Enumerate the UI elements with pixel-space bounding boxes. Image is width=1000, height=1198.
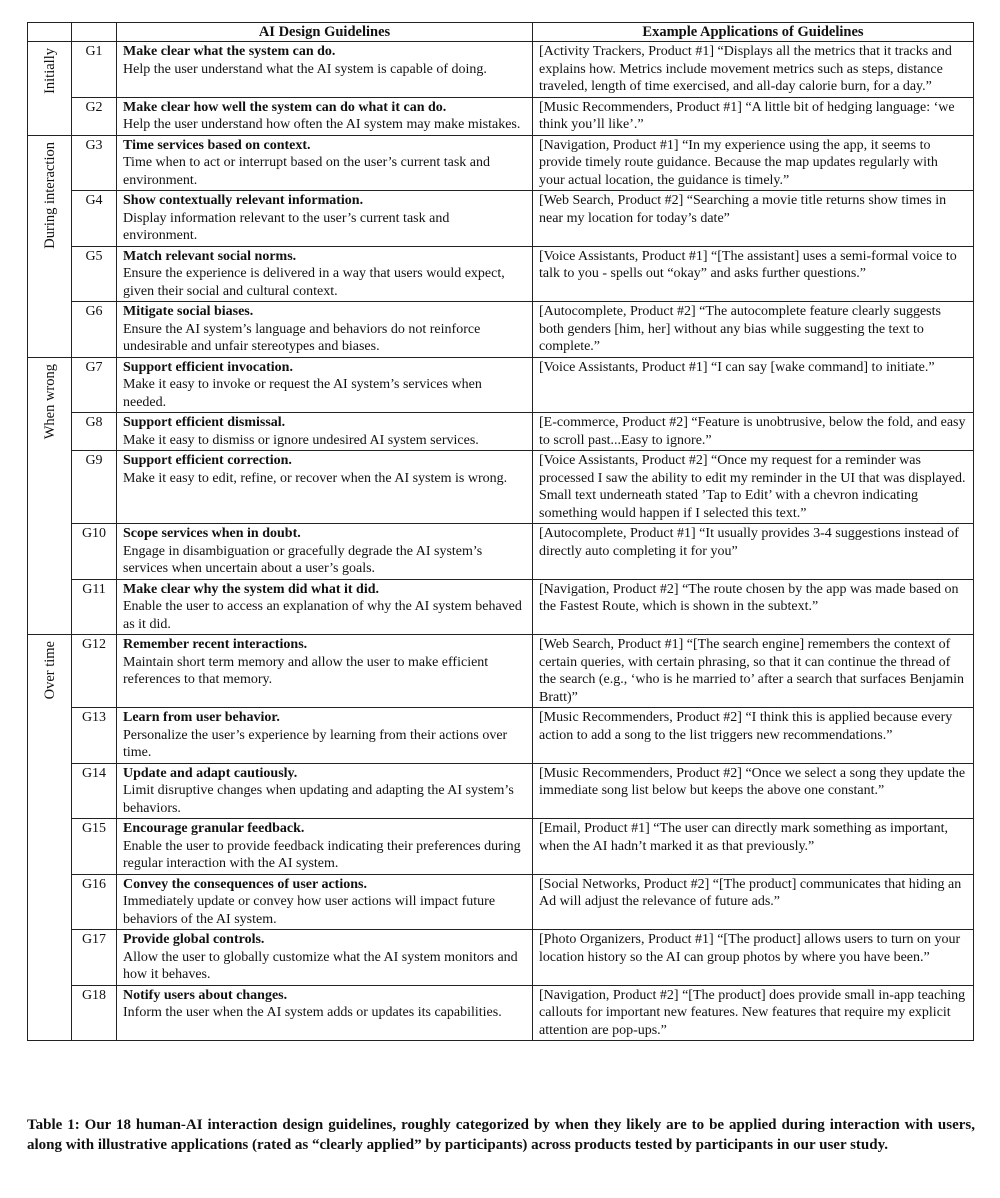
guideline-id: G18 xyxy=(72,985,117,1041)
guideline-title: Notify users about changes. xyxy=(123,987,288,1003)
example-application: [E-commerce, Product #2] “Feature is unobtrusive, below the fold, and easy to scroll past...Easy to ignore.” xyxy=(533,413,974,451)
example-application: [Photo Organizers, Product #1] “[The product] allows users to turn on your location history so the AI can group photos by where you have been.” xyxy=(533,930,974,986)
table-header-row xyxy=(28,23,974,42)
example-application: [Web Search, Product #1] “[The search engine] remembers the context of certain queries, with certain phrasing, so that it can continue the thread of the search (e.g., ‘who is he married to’ after a search that surfaces Benjamin Bratt)” xyxy=(533,635,974,708)
guideline-cell xyxy=(117,930,533,986)
guideline-title: Remember recent interactions. xyxy=(123,637,308,652)
table-row xyxy=(28,579,974,635)
guideline-description: Display information relevant to the user’s current task and environment. xyxy=(123,210,450,243)
guideline-description: Inform the user when the AI system adds or updates its capabilities. xyxy=(123,1005,502,1020)
header-examples: Example Applications of Guidelines xyxy=(533,23,974,42)
guideline-title: Make clear what the system can do. xyxy=(123,44,336,59)
example-application: [Navigation, Product #2] “The route chosen by the app was made based on the Fastest Route, which is shown in the subtext.” xyxy=(533,579,974,635)
table-row xyxy=(28,42,974,98)
guideline-description: Ensure the experience is delivered in a way that users would expect, given their social and cultural context. xyxy=(123,266,505,299)
guideline-cell xyxy=(117,635,533,708)
table-row xyxy=(28,874,974,930)
guideline-title: Make clear why the system did what it did. xyxy=(123,581,380,597)
table-row xyxy=(28,302,974,358)
guideline-id: G1 xyxy=(72,42,117,98)
guideline-cell xyxy=(117,985,533,1041)
guideline-cell xyxy=(117,357,533,413)
guideline-cell xyxy=(117,191,533,247)
guideline-description: Make it easy to dismiss or ignore undesired AI system services. xyxy=(123,432,479,448)
table-row xyxy=(28,357,974,413)
guideline-cell xyxy=(117,524,533,580)
phase-cell xyxy=(28,357,72,635)
phase-cell xyxy=(28,135,72,357)
phase-label: Over time xyxy=(41,641,58,700)
guideline-cell xyxy=(117,246,533,302)
guideline-description: Ensure the AI system’s language and behaviors do not reinforce undesirable and unfair stereotypes and biases. xyxy=(123,321,481,354)
example-application: [Autocomplete, Product #1] “It usually provides 3-4 suggestions instead of directly auto completing it for you” xyxy=(533,524,974,580)
guideline-description: Engage in disambiguation or gracefully degrade the AI system’s services when uncertain about a user’s goals. xyxy=(123,543,483,576)
phase-cell xyxy=(28,635,72,1041)
guideline-cell xyxy=(117,579,533,635)
guideline-cell xyxy=(117,819,533,875)
guideline-id: G6 xyxy=(72,302,117,358)
phase-cell xyxy=(28,42,72,136)
example-application: [Navigation, Product #2] “[The product] does provide small in-app teaching callouts for important new features. New features that require my explicit attention are pop-ups.” xyxy=(533,985,974,1041)
guideline-id: G5 xyxy=(72,246,117,302)
guideline-title: Make clear how well the system can do what it can do. xyxy=(123,99,447,115)
guideline-title: Learn from user behavior. xyxy=(123,710,280,725)
guideline-id: G16 xyxy=(72,874,117,930)
guideline-title: Provide global controls. xyxy=(123,932,265,947)
guideline-description: Limit disruptive changes when updating and adapting the AI system’s behaviors. xyxy=(123,783,514,816)
guideline-title: Update and adapt cautiously. xyxy=(123,765,298,781)
guideline-title: Show contextually relevant information. xyxy=(123,193,364,208)
table-body xyxy=(28,42,974,1041)
guideline-title: Support efficient dismissal. xyxy=(123,415,286,430)
example-application: [Autocomplete, Product #2] “The autocomplete feature clearly suggests both genders [him, her] without any bias while suggesting the text to complete.” xyxy=(533,302,974,358)
example-application: [Voice Assistants, Product #2] “Once my request for a reminder was processed I saw the ability to edit my reminder in the UI that was displayed. Small text underneath stated ’Tap to Edit’ with a chevron indicating something would happen if I selected this text.” xyxy=(533,451,974,524)
guideline-description: Allow the user to globally customize what the AI system monitors and how it behaves. xyxy=(123,949,518,982)
table-caption: Table 1: Our 18 human-AI interaction design guidelines, roughly categorized by when they likely are to be applied during interaction with users, along with illustrative applications (rated as “clearly applied” by participants) across products tested by participants in our user study. xyxy=(27,1117,975,1153)
phase-label: Initially xyxy=(41,48,58,94)
table-row xyxy=(28,635,974,708)
table-row xyxy=(28,524,974,580)
example-application: [Web Search, Product #2] “Searching a movie title returns show times in near my location for today’s date” xyxy=(533,191,974,247)
guideline-title: Encourage granular feedback. xyxy=(123,821,305,836)
guideline-id: G9 xyxy=(72,451,117,524)
example-application: [Music Recommenders, Product #1] “A little bit of hedging language: ‘we think you’ll like’.” xyxy=(533,97,974,135)
guideline-title: Scope services when in doubt. xyxy=(123,526,301,541)
guideline-description: Make it easy to invoke or request the AI system’s services when needed. xyxy=(123,377,482,410)
guidelines-table xyxy=(27,22,974,1041)
table-row xyxy=(28,763,974,819)
guideline-description: Time when to act or interrupt based on the user’s current task and environment. xyxy=(123,155,491,188)
example-application: [Music Recommenders, Product #2] “Once we select a song they update the immediate song list below but keeps the above one constant.” xyxy=(533,763,974,819)
guideline-title: Time services based on context. xyxy=(123,137,311,153)
phase-label: When wrong xyxy=(41,363,58,439)
guideline-title: Match relevant social norms. xyxy=(123,248,297,264)
guideline-description: Make it easy to edit, refine, or recover when the AI system is wrong. xyxy=(123,470,508,486)
example-application: [Activity Trackers, Product #1] “Displays all the metrics that it tracks and explains how. Metrics include movement metrics such as steps, distance traveled, length of time exercised, and all-day calorie burn, for a day.” xyxy=(533,42,974,98)
example-application: [Email, Product #1] “The user can directly mark something as important, when the AI hadn’t marked it as that previously.” xyxy=(533,819,974,875)
guideline-cell xyxy=(117,763,533,819)
guideline-id: G17 xyxy=(72,930,117,986)
example-application: [Navigation, Product #1] “In my experience using the app, it seems to provide timely route guidance. Because the map updates regularly with your actual location, the guidance is timely.” xyxy=(533,135,974,191)
guideline-description: Help the user understand how often the AI system may make mistakes. xyxy=(123,117,521,132)
guideline-title: Convey the consequences of user actions. xyxy=(123,876,367,892)
guideline-description: Enable the user to access an explanation of why the AI system behaved as it did. xyxy=(123,599,522,632)
guideline-description: Maintain short term memory and allow the user to make efficient references to that memory. xyxy=(123,654,489,687)
guideline-cell xyxy=(117,97,533,135)
guideline-id: G14 xyxy=(72,763,117,819)
example-application: [Voice Assistants, Product #1] “[The assistant] uses a semi-formal voice to talk to you - spells out “okay” and asks further questions.” xyxy=(533,246,974,302)
example-application: [Social Networks, Product #2] “[The product] communicates that hiding an Ad will adjust the relevance of future ads.” xyxy=(533,874,974,930)
guideline-cell xyxy=(117,708,533,764)
guideline-id: G2 xyxy=(72,97,117,135)
table-row xyxy=(28,413,974,451)
table-row xyxy=(28,191,974,247)
guideline-description: Enable the user to provide feedback indicating their preferences during regular interaction with the AI system. xyxy=(123,838,521,871)
guideline-description: Immediately update or convey how user actions will impact future behaviors of the AI system. xyxy=(123,894,496,927)
guideline-id: G12 xyxy=(72,635,117,708)
table-row xyxy=(28,246,974,302)
guideline-id: G4 xyxy=(72,191,117,247)
header-guidelines: AI Design Guidelines xyxy=(117,23,533,42)
guideline-id: G8 xyxy=(72,413,117,451)
guideline-cell xyxy=(117,135,533,191)
guideline-id: G7 xyxy=(72,357,117,413)
guideline-description: Help the user understand what the AI system is capable of doing. xyxy=(123,61,487,77)
header-id xyxy=(72,23,117,42)
guideline-cell xyxy=(117,874,533,930)
guideline-cell xyxy=(117,451,533,524)
table-row xyxy=(28,451,974,524)
guideline-cell xyxy=(117,413,533,451)
guideline-cell xyxy=(117,42,533,98)
table-row xyxy=(28,819,974,875)
guideline-id: G11 xyxy=(72,579,117,635)
guideline-title: Support efficient correction. xyxy=(123,453,292,468)
phase-label: During interaction xyxy=(41,141,58,249)
guideline-id: G15 xyxy=(72,819,117,875)
guideline-title: Support efficient invocation. xyxy=(123,359,293,375)
guideline-id: G10 xyxy=(72,524,117,580)
header-phase xyxy=(28,23,72,42)
guideline-cell xyxy=(117,302,533,358)
example-application: [Voice Assistants, Product #1] “I can say [wake command] to initiate.” xyxy=(533,357,974,413)
table-row xyxy=(28,930,974,986)
guideline-title: Mitigate social biases. xyxy=(123,304,254,319)
example-application: [Music Recommenders, Product #2] “I think this is applied because every action to add a song to the list triggers new recommendations.” xyxy=(533,708,974,764)
table-row xyxy=(28,135,974,191)
guideline-id: G13 xyxy=(72,708,117,764)
table-row xyxy=(28,985,974,1041)
guideline-id: G3 xyxy=(72,135,117,191)
guideline-description: Personalize the user’s experience by learning from their actions over time. xyxy=(123,727,508,760)
table-row xyxy=(28,708,974,764)
table-row xyxy=(28,97,974,135)
